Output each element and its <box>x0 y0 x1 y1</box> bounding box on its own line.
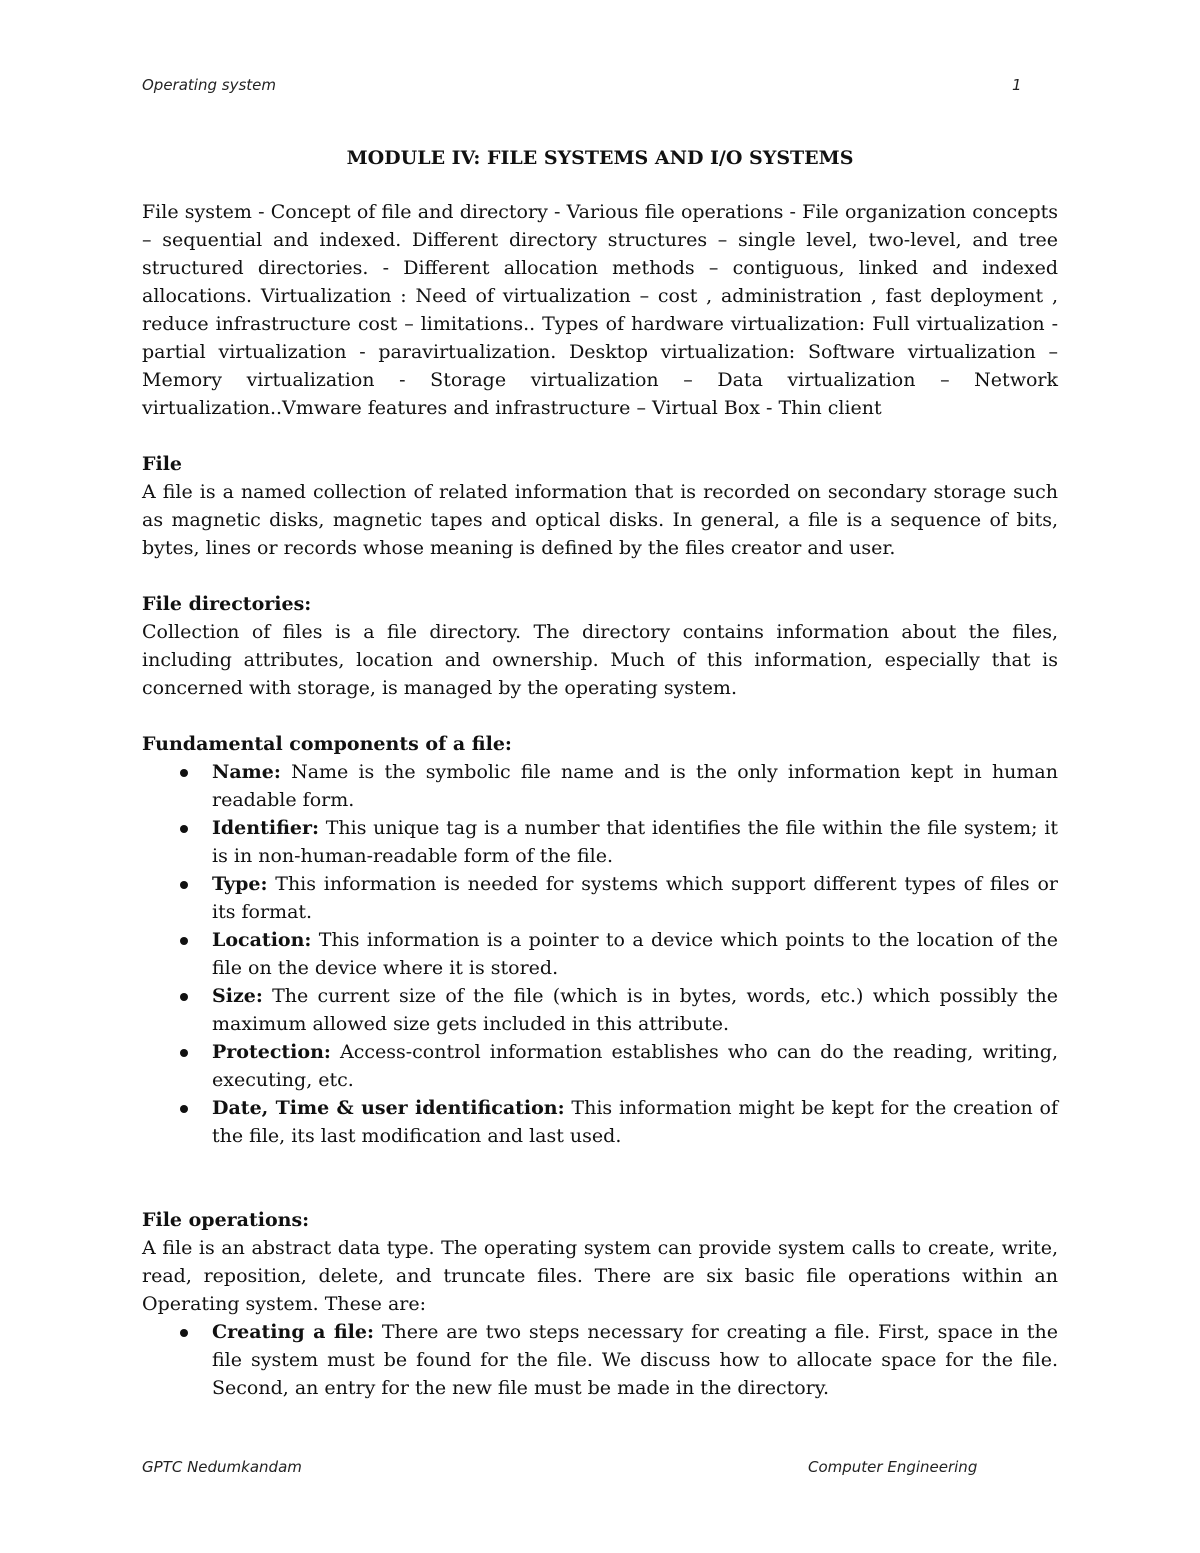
page-number: 1 <box>1012 76 1022 94</box>
directories-paragraph: Collection of files is a file directory. The directory contains information about the files, including attributes, location and ownership. Much of this information, especially that is concerned with storage, is managed by the operating system. <box>142 621 1058 699</box>
section-heading-file: File <box>142 453 183 475</box>
list-item <box>212 814 1058 870</box>
file-definition-paragraph: A file is a named collection of related information that is recorded on secondary storage such as magnetic disks, magnetic tapes and optical disks. In general, a file is a sequence of bits, bytes, lines or records whose meaning is defined by the files creator and user. <box>142 481 1058 559</box>
list-item <box>212 758 1058 814</box>
list-item <box>212 1318 1058 1402</box>
list-item-desc: This information is a pointer to a device which points to the location of the file on the device where it is stored. <box>212 929 1058 979</box>
footer-institution: GPTC Nedumkandam <box>142 1458 302 1476</box>
list-item-term: Date, Time & user identification: <box>212 1097 565 1119</box>
list-item-term: Name: <box>212 761 281 783</box>
bullet-icon <box>180 769 188 777</box>
footer-department: Computer Engineering <box>808 1458 978 1476</box>
list-item-term: Creating a file: <box>212 1321 374 1343</box>
bullet-icon <box>180 881 188 889</box>
module-title: MODULE IV: FILE SYSTEMS AND I/O SYSTEMS <box>346 147 854 169</box>
list-item-term: Type: <box>212 873 268 895</box>
list-item <box>212 870 1058 926</box>
bullet-icon <box>180 937 188 945</box>
section-heading-components: Fundamental components of a file: <box>142 733 512 755</box>
bullet-icon <box>180 1049 188 1057</box>
list-item-term: Identifier: <box>212 817 319 839</box>
list-item <box>212 1094 1058 1150</box>
list-item <box>212 982 1058 1038</box>
list-item-term: Size: <box>212 985 263 1007</box>
bullet-icon <box>180 1105 188 1113</box>
list-item-desc: The current size of the file (which is in bytes, words, etc.) which possibly the maximum allowed size gets included in this attribute. <box>212 985 1058 1035</box>
list-item-term: Protection: <box>212 1041 331 1063</box>
list-item-desc: This unique tag is a number that identifies the file within the file system; it is in non-human-readable form of the file. <box>212 817 1058 867</box>
section-heading-directories: File directories: <box>142 593 312 615</box>
list-item-desc: This information is needed for systems which support different types of files or its format. <box>212 873 1058 923</box>
list-item <box>212 926 1058 982</box>
list-item-desc: Name is the symbolic file name and is the only information kept in human readable form. <box>212 761 1058 811</box>
page-header-title: Operating system <box>142 76 276 94</box>
bullet-icon <box>180 825 188 833</box>
bullet-icon <box>180 993 188 1001</box>
syllabus-paragraph: File system - Concept of file and directory - Various file operations - File organization concepts – sequential and indexed. Different directory structures – single level, two-level, and tree structured directories. - Different allocation methods – contiguous, linked and indexed allocations. Virtualization : Need of virtualization – cost , administration , fast deployment , reduce infrastructure cost – limitations.. Types of hardware virtualization: Full virtualization - partial virtualization - paravirtualization. Desktop virtualization: Software virtualization – Memory virtualization - Storage virtualization – Data virtualization – Network virtualization..Vmware features and infrastructure – Virtual Box - Thin client <box>142 201 1058 419</box>
document-body <box>142 144 1058 1402</box>
operations-list <box>142 1318 1058 1402</box>
list-item-term: Location: <box>212 929 312 951</box>
bullet-icon <box>180 1329 188 1337</box>
components-list <box>142 758 1058 1150</box>
section-heading-operations: File operations: <box>142 1209 310 1231</box>
list-item-desc: This information might be kept for the creation of the file, its last modification and last used. <box>212 1097 1058 1147</box>
list-item <box>212 1038 1058 1094</box>
operations-paragraph: A file is an abstract data type. The operating system can provide system calls to create, write, read, reposition, delete, and truncate files. There are six basic file operations within an Operating system. These are: <box>142 1237 1058 1315</box>
list-item-desc: Access-control information establishes who can do the reading, writing, executing, etc. <box>212 1041 1058 1091</box>
list-item-desc: There are two steps necessary for creating a file. First, space in the file system must be found for the file. We discuss how to allocate space for the file. Second, an entry for the new file must be made in the directory. <box>212 1321 1058 1399</box>
